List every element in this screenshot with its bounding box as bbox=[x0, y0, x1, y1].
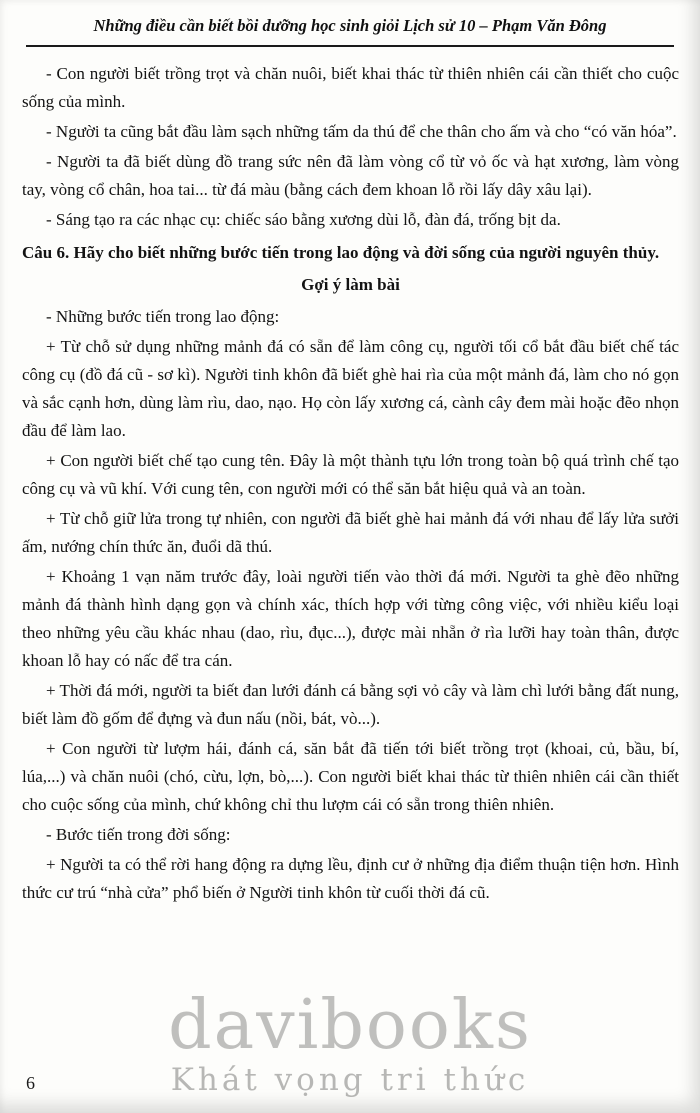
paragraph: + Con người biết chế tạo cung tên. Đây là một thành tựu lớn trong toàn bộ quá trình chế tạo công cụ và vũ khí. Với cung tên, con người mới có thể săn bắt hiệu quả và an toàn. bbox=[22, 451, 679, 498]
paragraph: - Người ta cũng bắt đầu làm sạch những tấm da thú để che thân cho ấm và cho “có văn hóa”. bbox=[46, 122, 677, 141]
watermark-logo-text: davibooks bbox=[168, 986, 532, 1065]
paragraph: + Từ chỗ giữ lửa trong tự nhiên, con người đã biết ghè hai mảnh đá với nhau để lấy lửa sưởi ấm, nướng chín thức ăn, đuổi dã thú. bbox=[22, 509, 679, 556]
page-body bbox=[0, 47, 700, 907]
paragraph: + Con người từ lượm hái, đánh cá, săn bắt đã tiến tới biết trồng trọt (khoai, củ, bầu, bí, lúa,...) và chăn nuôi (chó, cừu, lợn, bò,...). Con người biết khai thác từ thiên nhiên cái cần thiết cho cuộc sống của mình, chứ không chỉ thu lượm cái có sẵn trong thiên nhiên. bbox=[22, 739, 679, 814]
paragraph: - Bước tiến trong đời sống: bbox=[46, 825, 231, 844]
watermark-slogan: Khát vọng tri thức bbox=[170, 1062, 530, 1098]
paragraph: + Từ chỗ sử dụng những mảnh đá có sẵn để làm công cụ, người tối cổ bắt đầu biết chế tác công cụ (đồ đá cũ - sơ kì). Người tinh khôn đã biết ghè hai rìa của một mảnh đá, làm cho nó gọn và sắc cạnh hơn, dùng làm rìu, dao, nạo. Họ còn lấy xương cá, cành cây đem mài hoặc đẽo nhọn đầu để làm lao. bbox=[22, 337, 679, 440]
answer-guide-subheading: Gợi ý làm bài bbox=[301, 275, 400, 294]
paragraph: - Sáng tạo ra các nhạc cụ: chiếc sáo bằng xương dùi lỗ, đàn đá, trống bịt da. bbox=[46, 210, 561, 229]
paragraph: + Thời đá mới, người ta biết đan lưới đánh cá bằng sợi vỏ cây và làm chì lưới bằng đất nung, biết làm đồ gốm để đựng và đun nấu (nồi, bát, vò...). bbox=[22, 681, 679, 728]
running-head-title: Những điều cần biết bồi dưỡng học sinh giỏi Lịch sử 10 – Phạm Văn Đông bbox=[93, 16, 607, 35]
question-heading: Câu 6. Hãy cho biết những bước tiến trong lao động và đời sống của người nguyên thủy. bbox=[22, 243, 660, 262]
paragraph: - Người ta đã biết dùng đồ trang sức nên đã làm vòng cổ từ vỏ ốc và hạt xương, làm vòng tay, vòng cổ chân, hoa tai... từ đá màu (bằng cách đem khoan lỗ rồi lấy dây xâu lại). bbox=[22, 152, 679, 199]
paragraph: + Người ta có thể rời hang động ra dựng lều, định cư ở những địa điểm thuận tiện hơn. Hình thức cư trú “nhà cửa” phổ biến ở Người tinh khôn từ cuối thời đá cũ. bbox=[22, 855, 679, 902]
paragraph: - Những bước tiến trong lao động: bbox=[46, 307, 280, 326]
watermark bbox=[0, 986, 700, 1098]
paragraph: - Con người biết trồng trọt và chăn nuôi, biết khai thác từ thiên nhiên cái cần thiết cho cuộc sống của mình. bbox=[22, 64, 679, 111]
page-header bbox=[0, 0, 700, 47]
paragraph: + Khoảng 1 vạn năm trước đây, loài người tiến vào thời đá mới. Người ta ghè đẽo những mảnh đá thành hình dạng gọn và chính xác, thích hợp với từng công việc, với nhiều kiểu loại theo những yêu cầu khác nhau (dao, rìu, đục...), được mài nhẵn ở rìa lưỡi hay toàn thân, được khoan lỗ hay có nấc để tra cán. bbox=[22, 567, 679, 670]
page-number: 6 bbox=[26, 1073, 35, 1093]
